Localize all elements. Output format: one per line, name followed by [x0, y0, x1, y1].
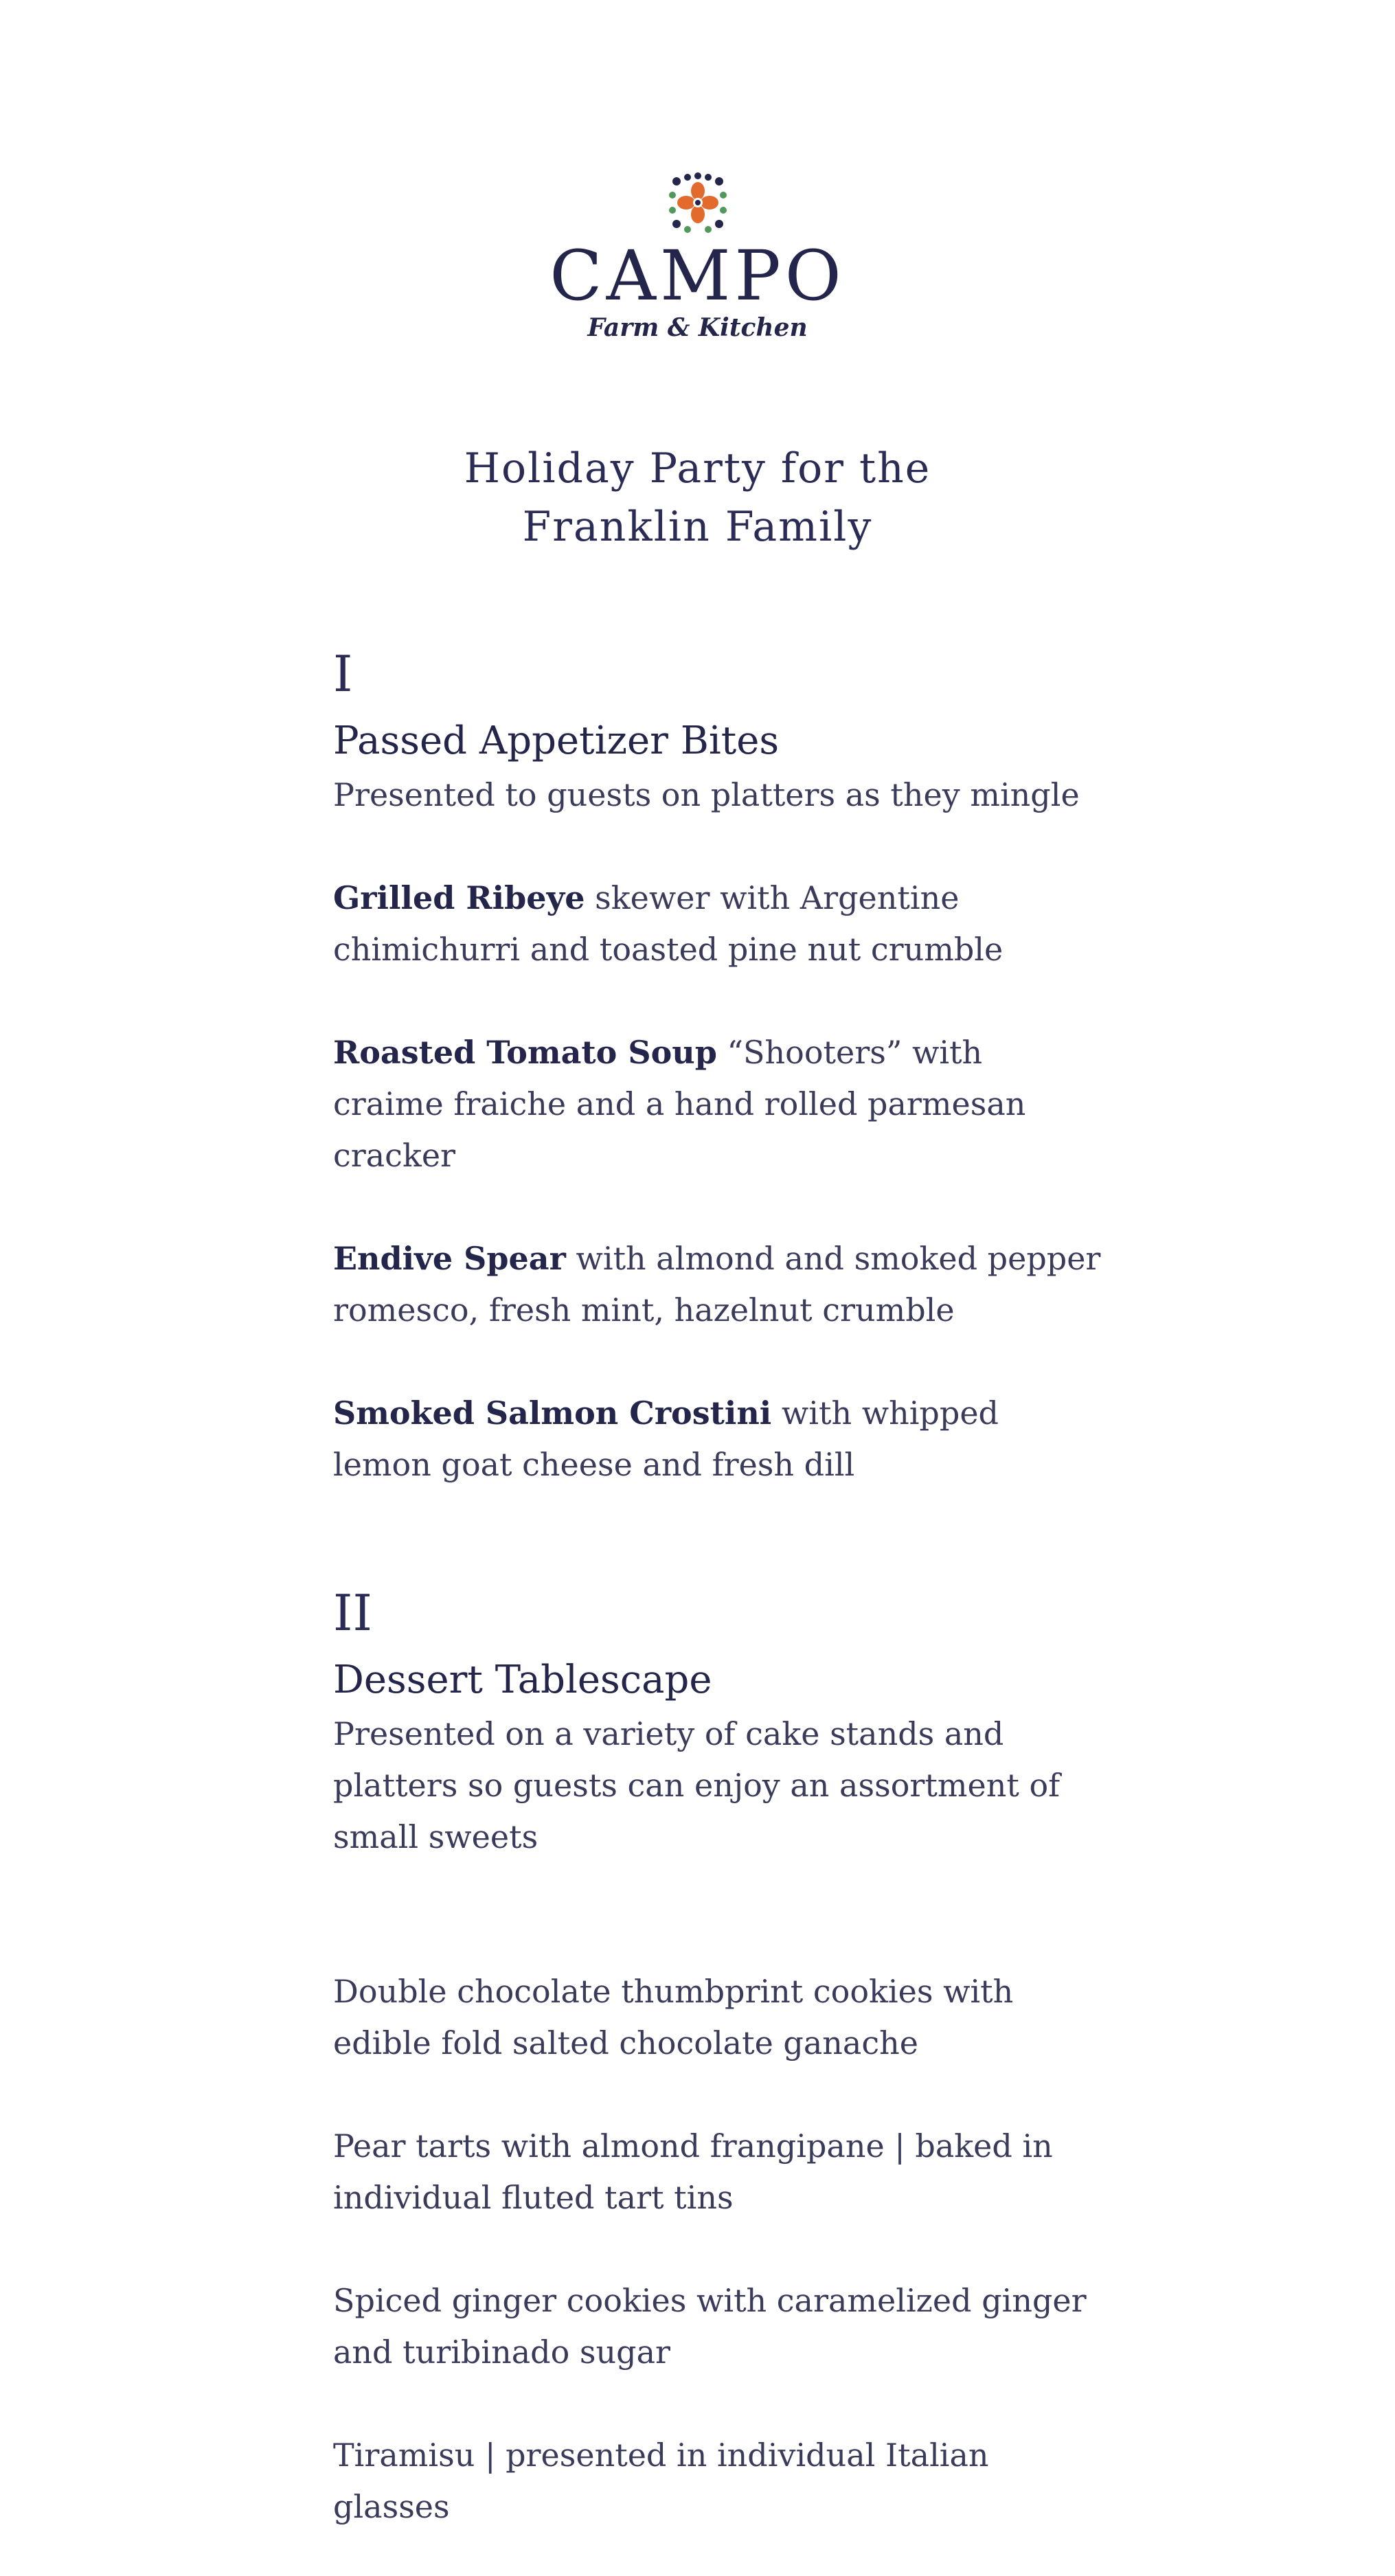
menu-item — [333, 1388, 1102, 1491]
flower-tile-logo-icon — [667, 172, 729, 234]
menu-item-name: Roasted Tomato Soup — [333, 1034, 717, 1072]
section-numeral: I — [333, 645, 353, 703]
menu-item: Pear tarts with almond frangipane | baked in individual fluted tart tins — [333, 2127, 1053, 2217]
menu-item-name: Grilled Ribeye — [333, 879, 585, 917]
menu-item: Spiced ginger cookies with caramelized ginger and turibinado sugar — [333, 2282, 1087, 2371]
brand-subtitle: Farm & Kitchen — [587, 313, 808, 342]
menu-item-description: with whipped lemon goat cheese and fresh dill — [333, 1394, 999, 1484]
menu-item-name: Smoked Salmon Crostini — [333, 1394, 772, 1432]
menu-item — [333, 1027, 1102, 1182]
menu-item — [333, 872, 1102, 975]
menu-item: Double chocolate thumbprint cookies with edible fold salted chocolate ganache — [333, 1973, 1014, 2062]
section-appetizers — [333, 645, 1102, 1491]
menu-item-description: with almond and smoked pepper romesco, fresh mint, hazelnut crumble — [333, 1240, 1101, 1329]
section-numeral: II — [333, 1584, 372, 1642]
menu-item-description: skewer with Argentine chimichurri and toasted pine nut crumble — [333, 879, 1003, 969]
menu-item-description: “Shooters” with craime fraiche and a hand rolled parmesan cracker — [333, 1034, 1026, 1175]
event-title-line-2: Franklin Family — [522, 503, 873, 551]
section-description: Presented to guests on platters as they mingle — [333, 776, 1080, 814]
menu-item — [333, 1233, 1102, 1336]
section-title: Dessert Tablescape — [333, 1658, 712, 1702]
section-desserts — [333, 1584, 1102, 2533]
event-title-line-1: Holiday Party for the — [464, 444, 931, 493]
section-title: Passed Appetizer Bites — [333, 719, 780, 763]
menu-item-name: Endive Spear — [333, 1240, 566, 1278]
brand-logo — [0, 172, 1395, 342]
menu-item: Tiramisu | presented in individual Italian glasses — [333, 2437, 989, 2526]
brand-name: CAMPO — [549, 236, 846, 316]
section-description: Presented on a variety of cake stands and platters so guests can enjoy an assortment of small sweets — [333, 1715, 1061, 1856]
event-title — [0, 440, 1395, 556]
